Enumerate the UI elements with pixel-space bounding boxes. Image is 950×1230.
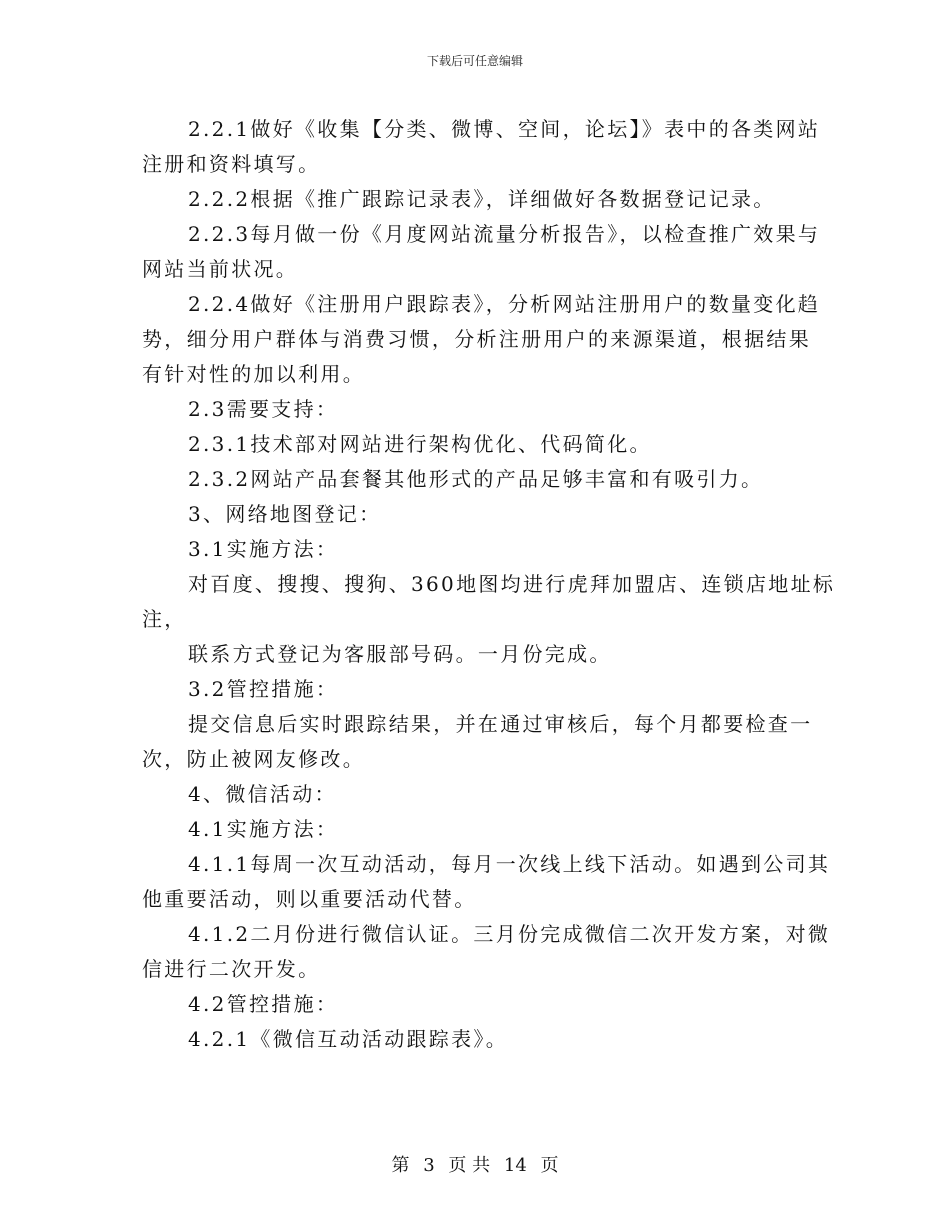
document-body: [142, 112, 836, 1057]
paragraph-line: 2.2.3每月做一份《月度网站流量分析报告》，以检查推广效果与: [188, 222, 821, 246]
subsection-heading: 3.1实施方法：: [188, 537, 339, 561]
section-heading: 3、网络地图登记：: [188, 502, 382, 526]
paragraph-line: 对百度、搜搜、搜狗、360地图均进行虎拜加盟店、连锁店地址标: [188, 572, 836, 596]
paragraph-line: 4.2.1《微信互动活动跟踪表》。: [188, 1027, 508, 1051]
footer-suffix: 页: [540, 1155, 559, 1176]
total-page-count: 14: [503, 1155, 527, 1176]
paragraph-line: 4.1.1每周一次互动活动，每月一次线上线下活动。如遇到公司其: [188, 852, 831, 876]
current-page-number: 3: [423, 1155, 435, 1176]
subsection-heading: 4.1实施方法：: [188, 817, 339, 841]
paragraph-line: 2.2.1做好《收集【分类、微博、空间，论坛】》表中的各类网站: [188, 117, 821, 141]
paragraph-line: 信进行二次开发。: [142, 957, 321, 981]
paragraph-line: 2.3需要支持：: [188, 397, 339, 421]
paragraph-line: 2.3.1技术部对网站进行架构优化、代码简化。: [188, 432, 652, 456]
paragraph-line: 联系方式登记为客服部号码。一月份完成。: [188, 642, 612, 666]
paragraph-line: 他重要活动，则以重要活动代替。: [142, 887, 477, 911]
paragraph-line: 2.3.2网站产品套餐其他形式的产品足够丰富和有吸引力。: [188, 467, 764, 491]
paragraph-line: 提交信息后实时跟踪结果，并在通过审核后，每个月都要检查一: [188, 712, 813, 736]
footer-middle: 页 共: [448, 1155, 491, 1176]
paragraph-line: 注册和资料填写。: [142, 152, 321, 176]
paragraph-line: 2.2.4做好《注册用户跟踪表》，分析网站注册用户的数量变化趋: [188, 292, 821, 316]
paragraph-line: 2.2.2根据《推广跟踪记录表》，详细做好各数据登记记录。: [188, 187, 776, 211]
subsection-heading: 3.2管控措施：: [188, 677, 339, 701]
page-number-footer: [0, 1154, 950, 1178]
paragraph-line: 有针对性的加以利用。: [142, 362, 365, 386]
paragraph-line: 注，: [142, 607, 187, 631]
paragraph-line: 4.1.2二月份进行微信认证。三月份完成微信二次开发方案，对微: [188, 922, 831, 946]
paragraph-line: 次，防止被网友修改。: [142, 747, 365, 771]
paragraph-line: 网站当前状况。: [142, 257, 299, 281]
paragraph-line: 势，细分用户群体与消费习惯，分析注册用户的来源渠道，根据结果: [142, 327, 811, 351]
footer-prefix: 第: [391, 1155, 410, 1176]
page-header-note: 下载后可任意编辑: [426, 54, 523, 68]
subsection-heading: 4.2管控措施：: [188, 992, 339, 1016]
section-heading: 4、微信活动：: [188, 782, 337, 806]
